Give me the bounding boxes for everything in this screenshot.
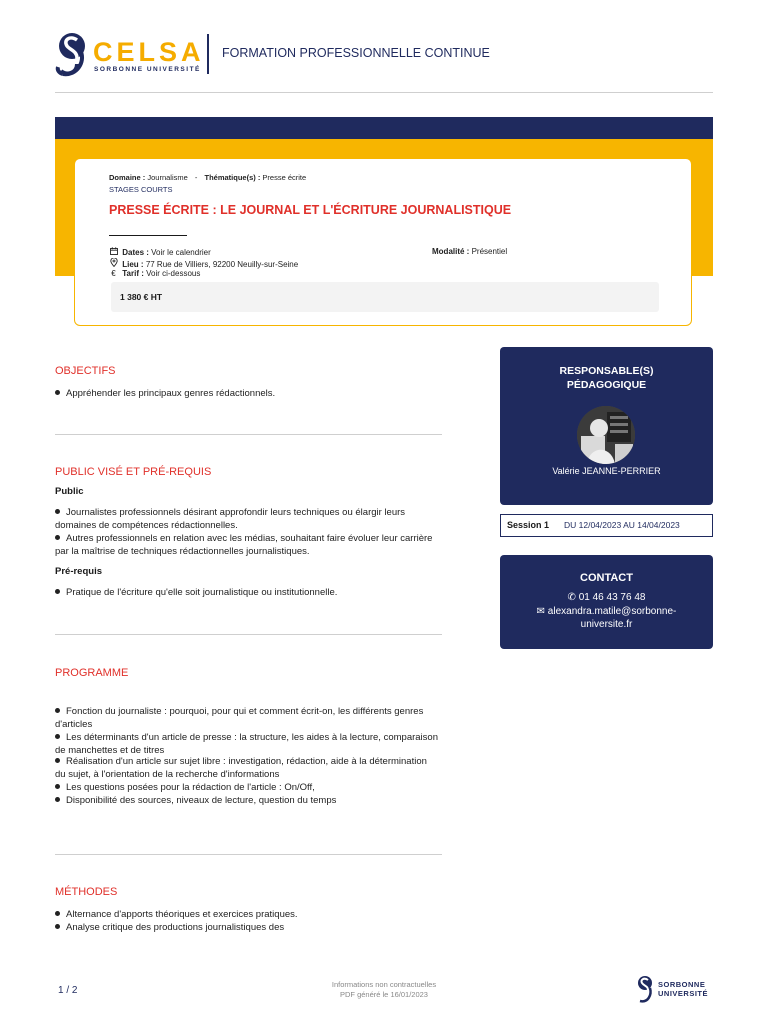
sorbonne-logo[interactable]	[636, 975, 714, 1005]
methodes-title: MÉTHODES	[55, 886, 118, 898]
stage-type: STAGES COURTS	[109, 185, 173, 194]
list-item	[55, 387, 440, 400]
list-item	[55, 781, 440, 794]
sorbonne-wordmark	[658, 980, 708, 998]
responsable-title-line1: RESPONSABLE(S)	[559, 365, 654, 377]
session-label: Session 1	[507, 520, 550, 530]
list-item-text: Disponibilité des sources, niveaux de lecture, question du temps	[66, 795, 337, 806]
bullet-icon	[55, 924, 60, 929]
modalite-label: Modalité :	[432, 247, 470, 256]
list-item	[55, 532, 440, 558]
calendar-icon	[109, 247, 118, 257]
price-box	[111, 282, 659, 312]
list-item-text: Autres professionnels en relation avec les médias, souhaitant faire évoluer leur carrière par la maîtrise de techniques rédactionnelles journalistiques.	[55, 533, 433, 557]
title-underline	[109, 235, 187, 236]
tarif-value: Voir ci-dessous	[146, 269, 201, 278]
lieu-label: Lieu :	[122, 260, 144, 269]
section-divider	[55, 634, 442, 635]
header-divider	[207, 34, 209, 74]
list-item	[55, 921, 440, 934]
header-rule	[55, 92, 713, 93]
dates-label: Dates :	[122, 248, 149, 257]
responsable-title	[500, 364, 713, 392]
logo-subtitle: SORBONNE UNIVERSITÉ	[94, 66, 201, 73]
list-item	[55, 794, 440, 807]
tarif-label: Tarif :	[122, 269, 144, 278]
page-header	[55, 30, 713, 90]
bullet-icon	[55, 390, 60, 395]
bullet-icon	[55, 911, 60, 916]
list-item	[55, 586, 440, 599]
price-value: 1 380 € HT	[120, 292, 163, 302]
contact-phone[interactable]: 01 46 43 76 48	[578, 592, 646, 603]
contact-title: CONTACT	[580, 572, 633, 584]
list-item	[55, 506, 440, 532]
modalite-value: Présentiel	[471, 247, 508, 256]
contact-phone-row[interactable]	[500, 592, 713, 603]
list-item	[55, 731, 440, 757]
thematique-label: Thématique(s) :	[204, 173, 261, 182]
bullet-icon	[55, 797, 60, 802]
list-item-text: Alternance d'apports théoriques et exercices pratiques.	[66, 909, 298, 920]
public-title: PUBLIC VISÉ ET PRÉ-REQUIS	[55, 466, 212, 478]
phone-icon: ✆	[567, 592, 576, 603]
section-divider	[55, 434, 442, 435]
prereq-label: Pré-requis	[55, 566, 102, 577]
celsa-logo[interactable]	[55, 30, 205, 80]
responsable-title-line2: PÉDAGOGIQUE	[566, 379, 647, 391]
lieu-value: 77 Rue de Villiers, 92200 Neuilly-sur-Seine	[145, 260, 299, 269]
lieu-row	[109, 258, 298, 269]
list-item-text: Les questions posées pour la rédaction de l'article : On/Off,	[66, 782, 315, 793]
list-item-text: Réalisation d'un article sur sujet libre : investigation, rédaction, aide à la détermination du sujet, à l'orientation de la recherche d'informations	[55, 756, 427, 780]
objectifs-title: OBJECTIFS	[55, 365, 116, 377]
avatar	[577, 406, 635, 464]
page-number: 1 / 2	[58, 985, 78, 996]
bullet-icon	[55, 734, 60, 739]
list-item-text: Journalistes professionnels désirant approfondir leurs techniques ou élargir leurs domaines de compétences rédactionnelles.	[55, 507, 406, 531]
session-box	[500, 514, 713, 537]
list-item-text: Pratique de l'écriture qu'elle soit journalistique ou institutionnelle.	[66, 587, 338, 598]
footer-note-2: PDF généré le 16/01/2023	[340, 990, 428, 999]
list-item-text: Les déterminants d'un article de presse : la structure, les aides à la lecture, comparaison de manchettes et de titres	[55, 732, 438, 756]
logo-wordmark: CELSA	[93, 37, 205, 67]
bullet-icon	[55, 509, 60, 514]
contact-email-row[interactable]	[520, 605, 693, 631]
list-item	[55, 705, 440, 731]
bullet-icon	[55, 535, 60, 540]
list-item	[55, 755, 440, 781]
envelope-icon: ✉	[536, 606, 546, 617]
tarif-row	[109, 269, 200, 278]
celsa-emblem-icon	[55, 32, 89, 78]
course-title: PRESSE ÉCRITE : LE JOURNAL ET L'ÉCRITURE JOURNALISTIQUE	[109, 203, 512, 217]
dates-row	[109, 247, 211, 257]
header-title: FORMATION PROFESSIONNELLE CONTINUE	[222, 46, 490, 60]
modalite-row	[432, 247, 507, 256]
dates-value[interactable]: Voir le calendrier	[151, 248, 211, 257]
course-meta	[109, 173, 306, 182]
thematique-value: Presse écrite	[262, 173, 307, 182]
sorbonne-wordmark-line1: SORBONNE	[658, 980, 706, 989]
bullet-icon	[55, 708, 60, 713]
responsable-name: Valérie JEANNE-PERRIER	[552, 466, 661, 476]
list-item-text: Analyse critique des productions journalistiques des	[66, 922, 285, 933]
meta-separator: -	[194, 173, 198, 182]
domaine-value: Journalisme	[147, 173, 188, 182]
banner-navy-band	[55, 117, 713, 139]
contact-email[interactable]: alexandra.matile@sorbonne-universite.fr	[547, 606, 677, 630]
contact-panel	[500, 555, 713, 649]
list-item	[55, 908, 440, 921]
euro-icon: €	[111, 269, 116, 278]
domaine-label: Domaine :	[109, 173, 146, 182]
list-item-text: Appréhender les principaux genres rédactionnels.	[66, 388, 276, 399]
bullet-icon	[55, 784, 60, 789]
bullet-icon	[55, 589, 60, 594]
responsable-panel	[500, 347, 713, 505]
programme-title: PROGRAMME	[55, 667, 129, 679]
footer-note	[284, 980, 484, 1000]
sorbonne-emblem-icon	[636, 975, 654, 1005]
public-label: Public	[55, 486, 84, 497]
map-pin-icon	[109, 258, 118, 269]
section-divider	[55, 854, 442, 855]
sorbonne-wordmark-line2: UNIVERSITÉ	[658, 989, 709, 998]
bullet-icon	[55, 758, 60, 763]
course-card	[74, 158, 692, 326]
session-dates: DU 12/04/2023 AU 14/04/2023	[564, 520, 680, 530]
avatar-photo-icon	[577, 406, 635, 464]
list-item-text: Fonction du journaliste : pourquoi, pour qui et comment écrit-on, les différents genres d'articles	[55, 706, 424, 730]
footer-note-1: Informations non contractuelles	[331, 980, 437, 989]
